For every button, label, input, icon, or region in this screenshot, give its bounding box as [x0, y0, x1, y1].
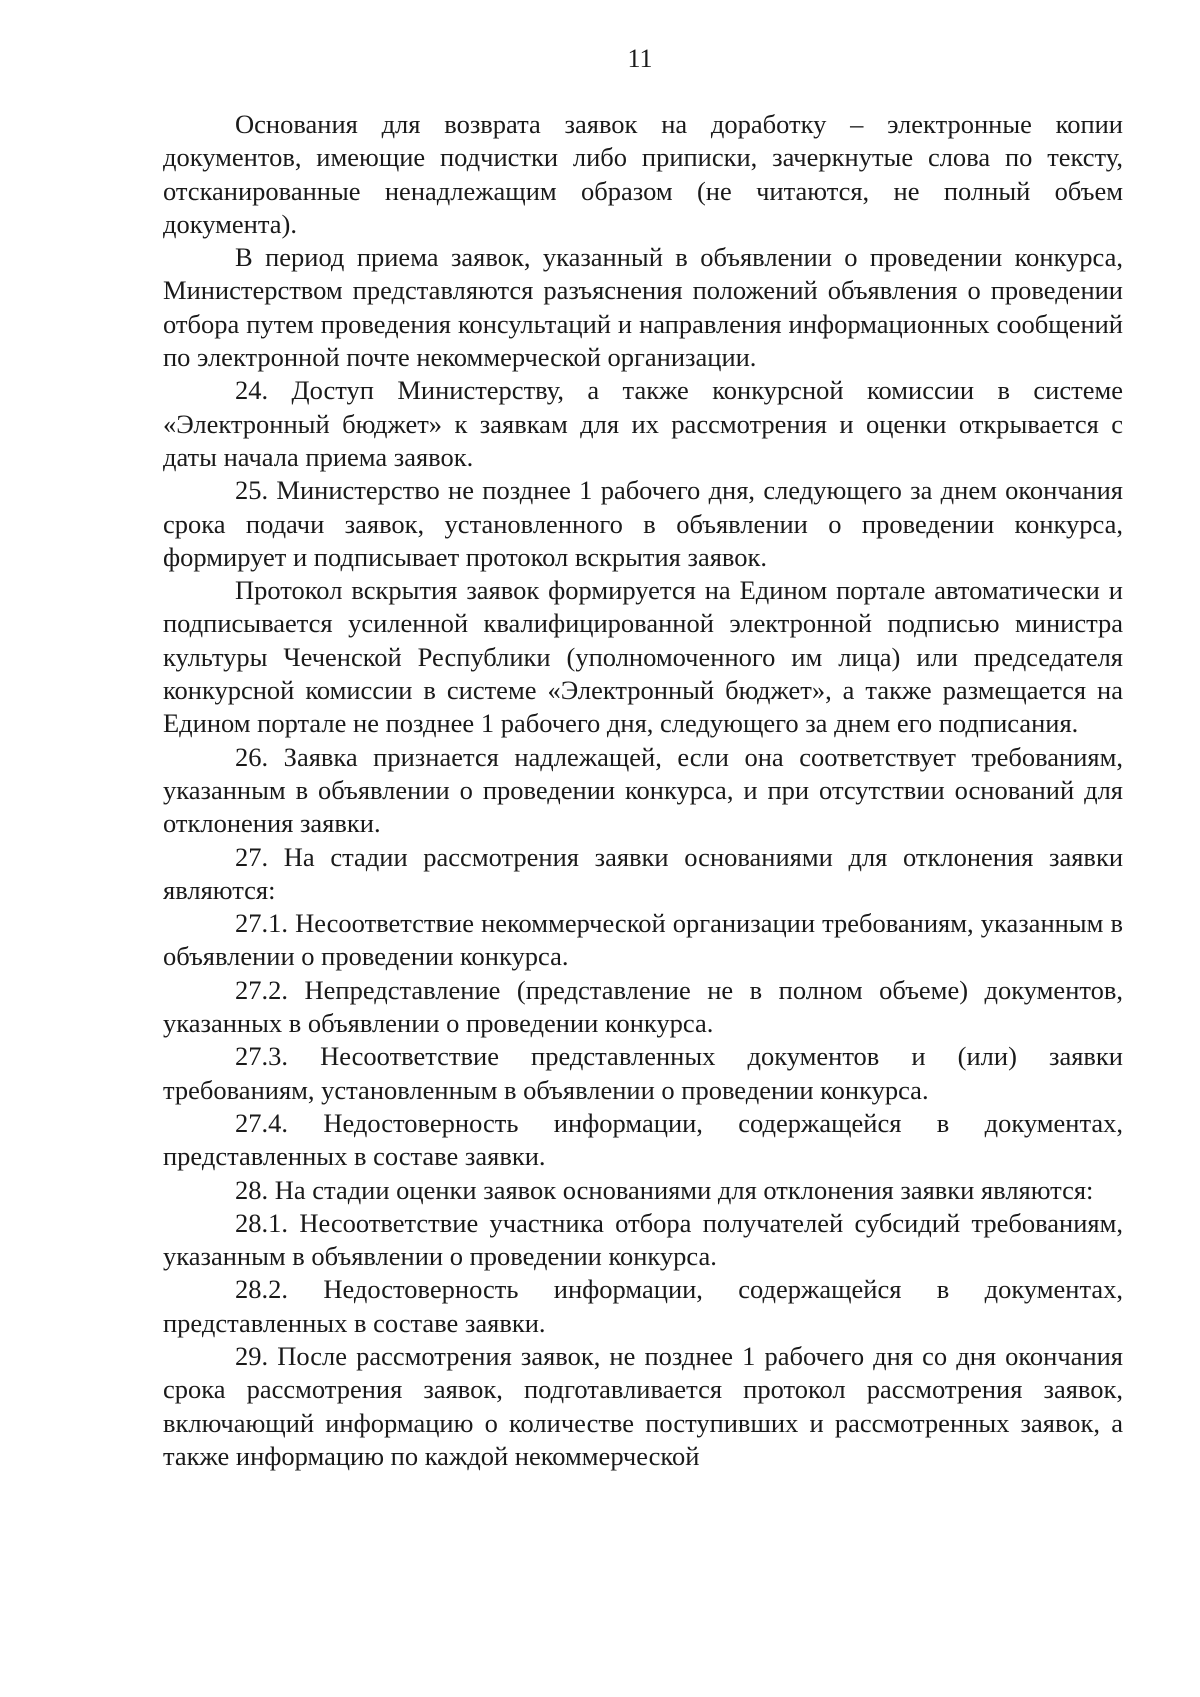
- paragraph-28: 28. На стадии оценки заявок основаниями для отклонения заявки являются:: [235, 1174, 1094, 1205]
- paragraph-return-grounds: Основания для возврата заявок на доработку – электронные копии документов, имеющие подчистки либо приписки, зачеркнутые слова по тексту, отсканированные ненадлежащим образом (не читаются, не полный объем документа).: [163, 109, 1123, 239]
- paragraph-27-1: 27.1. Несоответствие некоммерческой организации требованиям, указанным в объявлении о проведении конкурса.: [163, 908, 1123, 972]
- paragraph-27: 27. На стадии рассмотрения заявки основаниями для отклонения заявки являются:: [163, 841, 1123, 905]
- paragraph-28-1: 28.1. Несоответствие участника отбора получателей субсидий требованиям, указанным в объявлении о проведении конкурса.: [163, 1207, 1123, 1272]
- paragraph-clarifications: В период приема заявок, указанный в объявлении о проведении конкурса, Министерством представляются разъяснения положений объявления о проведении отбора путем проведения консультаций и направления информационных сообщений по электронной почте некоммерческой организации.: [163, 242, 1123, 373]
- document-body: [163, 108, 1123, 1473]
- paragraph-opening-protocol: Протокол вскрытия заявок формируется на Едином портале автоматически и подписывается усиленной квалифицированной электронной подписью министра культуры Чеченской Республики (уполномоченного им лица) или председателя конкурсной комиссии в системе «Электронный бюджет», а также размещается на Едином портале не позднее 1 рабочего дня, следующего за днем его подписания.: [163, 575, 1123, 739]
- paragraph-25: 25. Министерство не позднее 1 рабочего дня, следующего за днем окончания срока подачи заявок, установленного в объявлении о проведении конкурса, формирует и подписывает протокол вскрытия заявок.: [163, 475, 1123, 572]
- paragraph-28-2: 28.2. Недостоверность информации, содержащейся в документах, представленных в составе заявки.: [163, 1274, 1123, 1338]
- page-number: 11: [627, 44, 653, 73]
- paragraph-26: 26. Заявка признается надлежащей, если она соответствует требованиям, указанным в объявлении о проведении конкурса, и при отсутствии оснований для отклонения заявки.: [163, 741, 1123, 839]
- paragraph-24: 24. Доступ Министерству, а также конкурсной комиссии в системе «Электронный бюджет» к заявкам для их рассмотрения и оценки открывается с даты начала приема заявок.: [163, 375, 1123, 472]
- paragraph-27-3: 27.3. Несоответствие представленных документов и (или) заявки требованиям, установленным в объявлении о проведении конкурса.: [163, 1041, 1123, 1105]
- paragraph-29: 29. После рассмотрения заявок, не позднее 1 рабочего дня со дня окончания срока рассмотрения заявок, подготавливается протокол рассмотрения заявок, включающий информацию о количестве поступивших и рассмотренных заявок, а также информацию по каждой некоммерческой: [163, 1340, 1123, 1471]
- paragraph-27-4: 27.4. Недостоверность информации, содержащейся в документах, представленных в составе заявки.: [163, 1107, 1123, 1172]
- paragraph-27-2: 27.2. Непредставление (представление не в полном объеме) документов, указанных в объявлении о проведении конкурса.: [163, 974, 1123, 1039]
